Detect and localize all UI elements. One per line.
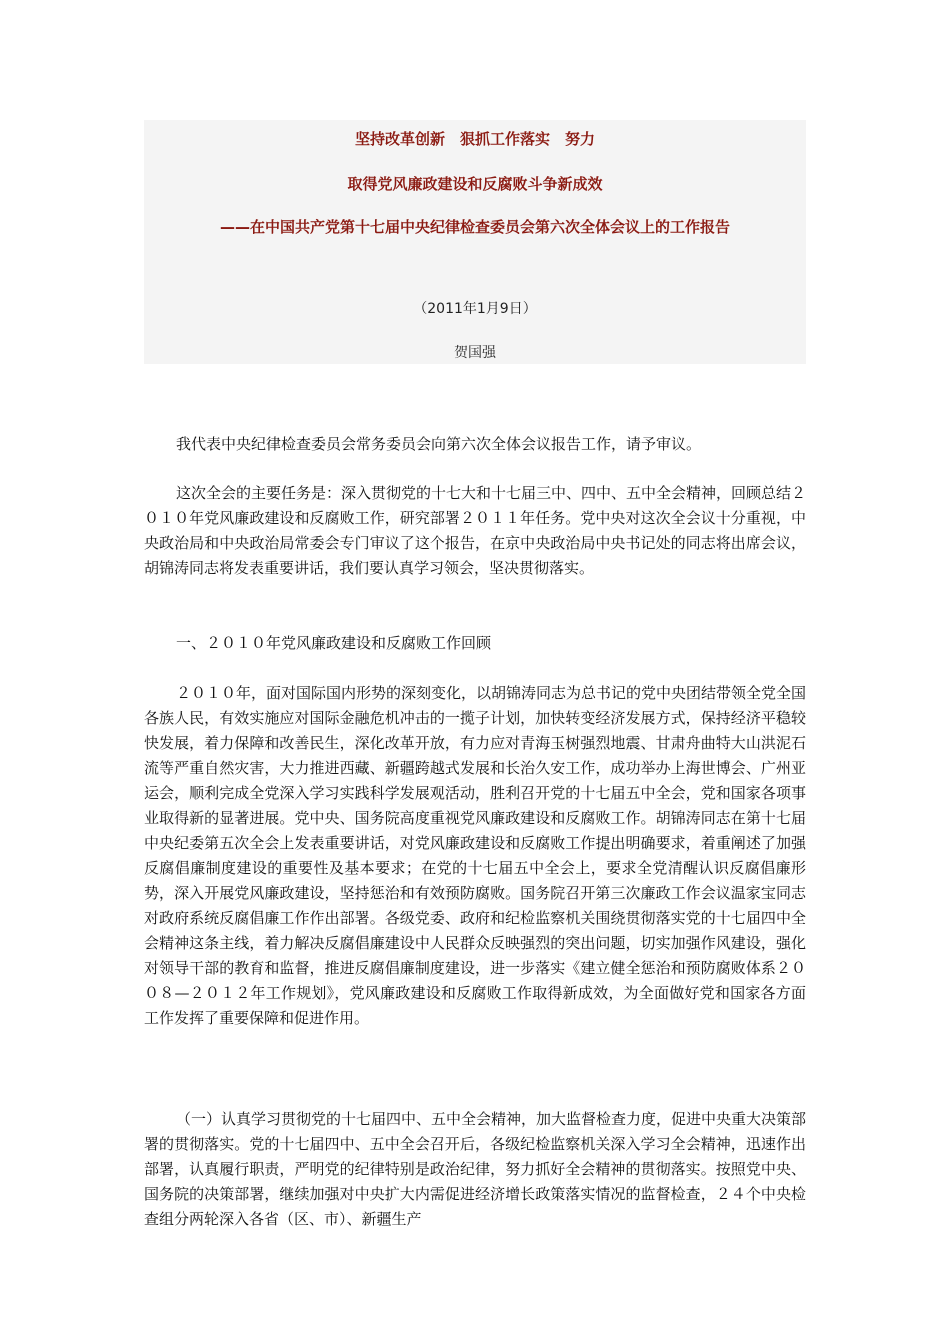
report-author: 贺国强 bbox=[454, 345, 496, 361]
paragraph-main-task: 这次全会的主要任务是：深入贯彻党的十七大和十七届三中、四中、五中全会精神，回顾总结２０１０年党风廉政建设和反腐败工作，研究部署２０１１年任务。党中央对这次全会议十分重视，中央政治局和中央政治局常委会专门审议了这个报告，在京中央政治局中央书记处的同志将出席会议，胡锦涛同志将发表重要讲话，我们要认真学习领会，坚决贯彻落实。 bbox=[144, 484, 807, 577]
title-line-2: 取得党风廉政建设和反腐败斗争新成效 bbox=[347, 175, 603, 193]
title-line-1: 坚持改革创新 狠抓工作落实 努力 bbox=[354, 130, 595, 148]
paragraph-intro: 我代表中央纪律检查委员会常务委员会向第六次全体会议报告工作，请予审议。 bbox=[176, 435, 702, 453]
report-date: （2011年1月9日） bbox=[413, 301, 537, 317]
report-header bbox=[144, 120, 806, 364]
paragraph-item-one: （一）认真学习贯彻党的十七届四中、五中全会精神，加大监督检查力度，促进中央重大决策部署的贯彻落实。党的十七届四中、五中全会召开后，各级纪检监察机关深入学习全会精神，迅速作出部署，认真履行职责，严明党的纪律特别是政治纪律，努力抓好全会精神的贯彻落实。按照党中央、国务院的决策部署，继续加强对中央扩大内需促进经济增长政策落实情况的监督检查，２４个中央检查组分两轮深入各省（区、市）、新疆生产 bbox=[144, 1110, 807, 1228]
report-subtitle: ——在中国共产党第十七届中央纪律检查委员会第六次全体会议上的工作报告 bbox=[219, 218, 730, 236]
paragraph-review-2010: ２０１０年，面对国际国内形势的深刻变化，以胡锦涛同志为总书记的党中央团结带领全党全国各族人民，有效实施应对国际金融危机冲击的一揽子计划，加快转变经济发展方式，保持经济平稳较快发展，着力保障和改善民生，深化改革开放，有力应对青海玉树强烈地震、甘肃舟曲特大山洪泥石流等严重自然灾害，大力推进西藏、新疆跨越式发展和长治久安工作，成功举办上海世博会、广州亚运会，顺利完成全党深入学习实践科学发展观活动，胜利召开党的十七届五中全会，党和国家各项事业取得新的显著进展。党中央、国务院高度重视党风廉政建设和反腐败工作。胡锦涛同志在第十七届中央纪委第五次全会上发表重要讲话，对党风廉政建设和反腐败工作提出明确要求，着重阐述了加强反腐倡廉制度建设的重要性及基本要求；在党的十七届五中全会上，要求全党清醒认识反腐倡廉形势，深入开展党风廉政建设，坚持惩治和有效预防腐败。国务院召开第三次廉政工作会议温家宝同志对政府系统反腐倡廉工作作出部署。各级党委、政府和纪检监察机关围绕贯彻落实党的十七届四中全会精神这条主线，着力解决反腐倡廉建设中人民群众反映强烈的突出问题，切实加强作风建设，强化对领导干部的教育和监督，推进反腐倡廉制度建设，进一步落实《建立健全惩治和预防腐败体系２００８—２０１２年工作规划》，党风廉政建设和反腐败工作取得新成效，为全面做好党和国家各方面工作发挥了重要保障和促进作用。 bbox=[144, 684, 807, 1027]
section-heading-review: 一、２０１０年党风廉政建设和反腐败工作回顾 bbox=[176, 634, 492, 652]
